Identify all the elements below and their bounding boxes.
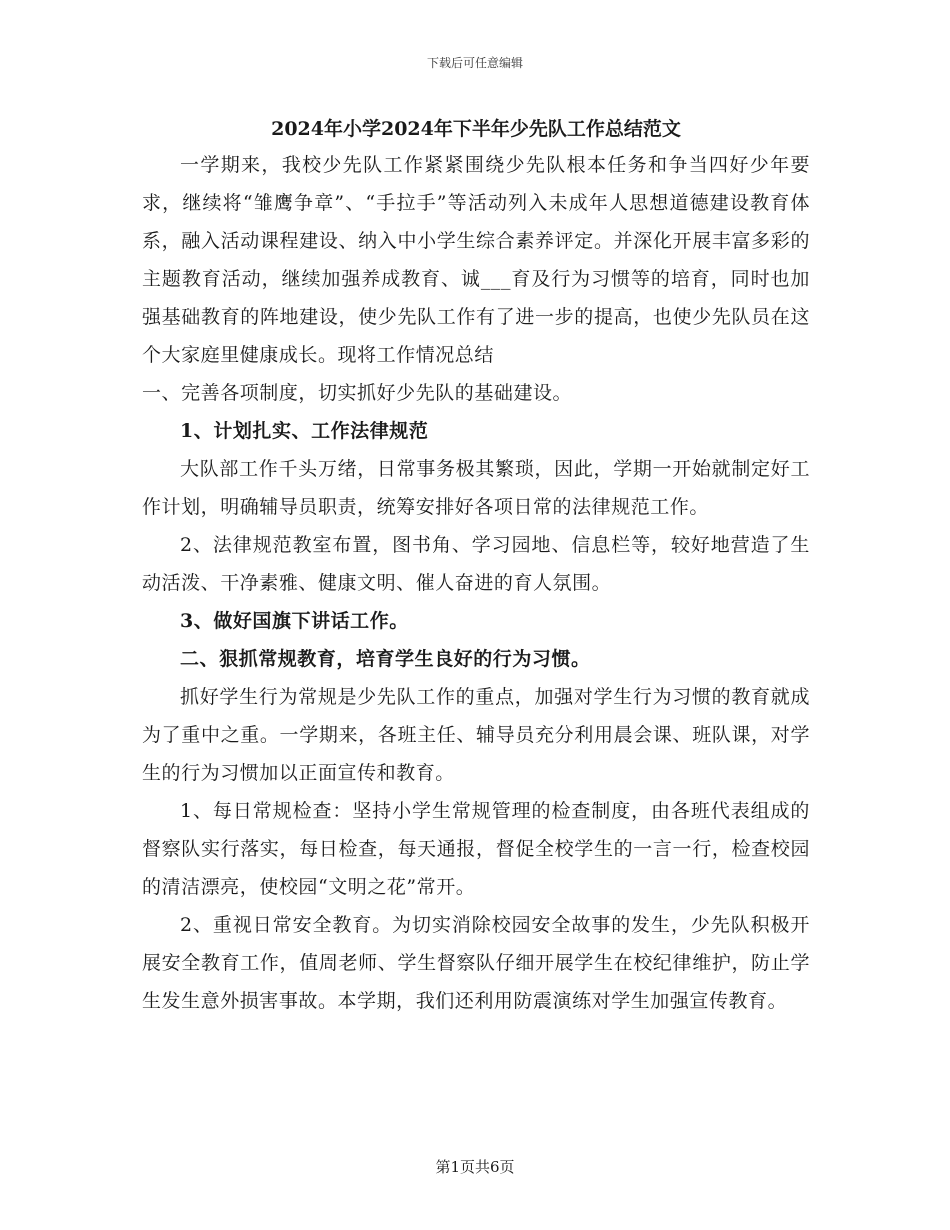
document-title: 2024年小学2024年下半年少先队工作总结范文 — [271, 118, 681, 140]
section-heading-2: 二、狠抓常规教育，培育学生良好的行为习惯。 — [180, 648, 591, 670]
subheading-flag-speech: 3、做好国旗下讲话工作。 — [180, 610, 409, 632]
paragraph-routine-education: 抓好学生行为常规是少先队工作的重点，加强对学生行为习惯的教育就成为了重中之重。一学期来，各班主任、辅导员充分利用晨会课、班队课，对学生的行为习惯加以正面宣传和教育。 — [142, 686, 810, 784]
paragraph-safety-education: 2、重视日常安全教育。为切实消除校园安全故事的发生，少先队积极开展安全教育工作，值周老师、学生督察队仔细开展学生在校纪律维护，防止学生发生意外损害事故。本学期，我们还利用防震演练对学生加强宣传教育。 — [142, 914, 810, 1012]
paragraph-plan-detail: 大队部工作千头万绪，日常事务极其繁琐，因此，学期一开始就制定好工作计划，明确辅导员职责，统筹安排好各项日常的法律规范工作。 — [142, 458, 810, 518]
document-body — [142, 146, 810, 1020]
paragraph-classroom-layout: 2、法律规范教室布置，图书角、学习园地、信息栏等，较好地营造了生动活泼、干净素雅、健康文明、催人奋进的育人氛围。 — [142, 534, 810, 594]
intro-paragraph: 一学期来，我校少先队工作紧紧围绕少先队根本任务和争当四好少年要求，继续将“雏鹰争章”、“手拉手”等活动列入未成年人思想道德建设教育体系，融入活动课程建设、纳入中小学生综合素养评定。并深化开展丰富多彩的主题教育活动，继续加强养成教育、诚___育及行为习惯等的培育，同时也加强基础教育的阵地建设，使少先队工作有了进一步的提高，也使少先队员在这个大家庭里健康成长。现将工作情况总结 — [142, 154, 810, 366]
header-note: 下载后可任意编辑 — [426, 56, 523, 70]
paragraph-daily-check: 1、每日常规检查：坚持小学生常规管理的检查制度，由各班代表组成的督察队实行落实，每日检查，每天通报，督促全校学生的一言一行，检查校园的清洁漂亮，使校园“文明之花”常开。 — [142, 800, 810, 898]
section-heading-1: 一、完善各项制度，切实抓好少先队的基础建设。 — [142, 382, 573, 404]
page-indicator: 第1页共6页 — [435, 1158, 515, 1176]
subheading-plan: 1、计划扎实、工作法律规范 — [180, 420, 429, 442]
